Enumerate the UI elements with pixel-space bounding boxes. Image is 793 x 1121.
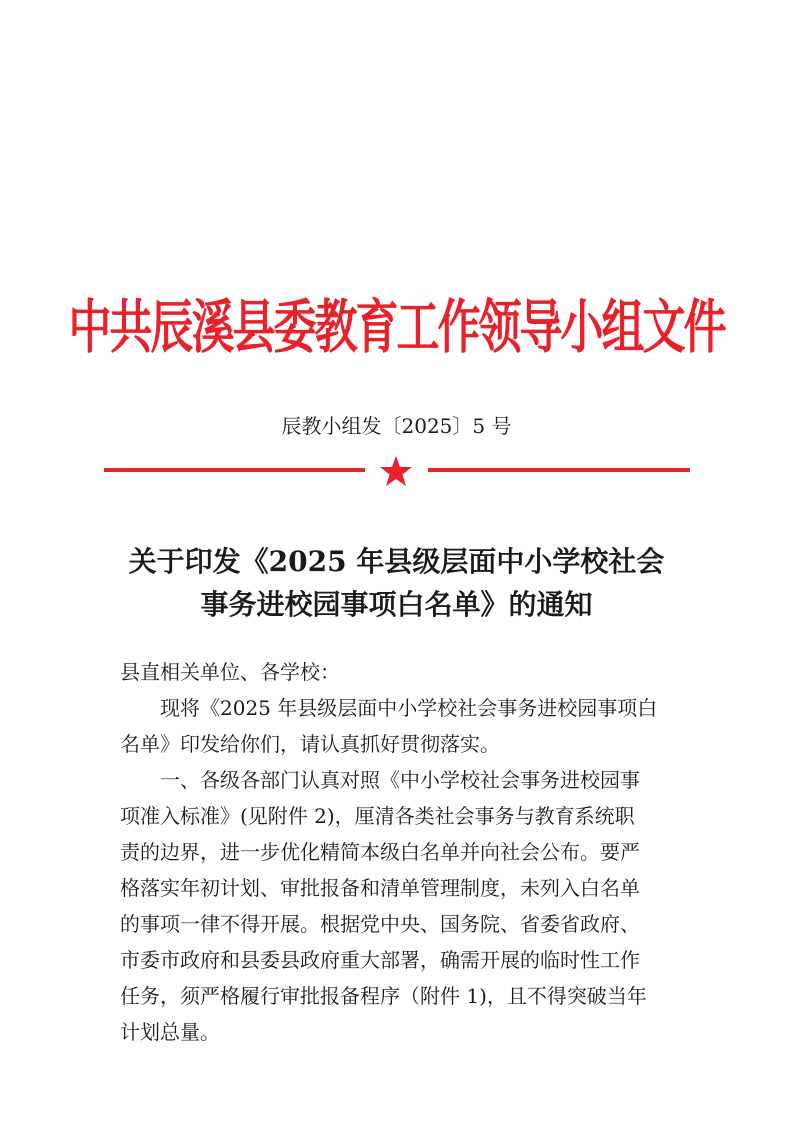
body-paragraph-line: 项准入标准》(见附件 2)，厘清各类社会事务与教育系统职 bbox=[120, 804, 635, 828]
notice-title-line-1: 关于印发《2025 年县级层面中小学校社会 bbox=[128, 545, 665, 578]
body-paragraph-line: 格落实年初计划、审批报备和清单管理制度，未列入白名单 bbox=[120, 876, 640, 900]
body-paragraph-line: 市委市政府和县委县政府重大部署，确需开展的临时性工作 bbox=[120, 948, 640, 972]
body-paragraph-line: 计划总量。 bbox=[120, 1020, 220, 1044]
star-icon bbox=[379, 455, 413, 487]
header-divider-right bbox=[428, 468, 690, 472]
body-paragraph-line: 现将《2025 年县级层面中小学校社会事务进校园事项白 bbox=[160, 696, 658, 720]
body-paragraph-line: 任务，须严格履行审批报备程序（附件 1)，且不得突破当年 bbox=[120, 984, 647, 1008]
header-divider-left bbox=[104, 468, 365, 472]
body-paragraph-line: 名单》印发给你们，请认真抓好贯彻落实。 bbox=[120, 732, 500, 756]
body-paragraph-line: 责的边界，进一步优化精简本级白名单并向社会公布。要严 bbox=[120, 840, 640, 864]
addressee: 县直相关单位、各学校： bbox=[120, 660, 340, 684]
notice-title-line-2: 事务进校园事项白名单》的通知 bbox=[200, 588, 593, 621]
body-paragraph-line: 的事项一律不得开展。根据党中央、国务院、省委省政府、 bbox=[120, 912, 640, 936]
body-paragraph-line: 一、各级各部门认真对照《中小学校社会事务进校园事 bbox=[160, 768, 640, 792]
document-number: 辰教小组发〔2025〕5 号 bbox=[281, 414, 512, 438]
document-header-title: 中共辰溪县委教育工作领导小组文件 bbox=[68, 294, 725, 362]
